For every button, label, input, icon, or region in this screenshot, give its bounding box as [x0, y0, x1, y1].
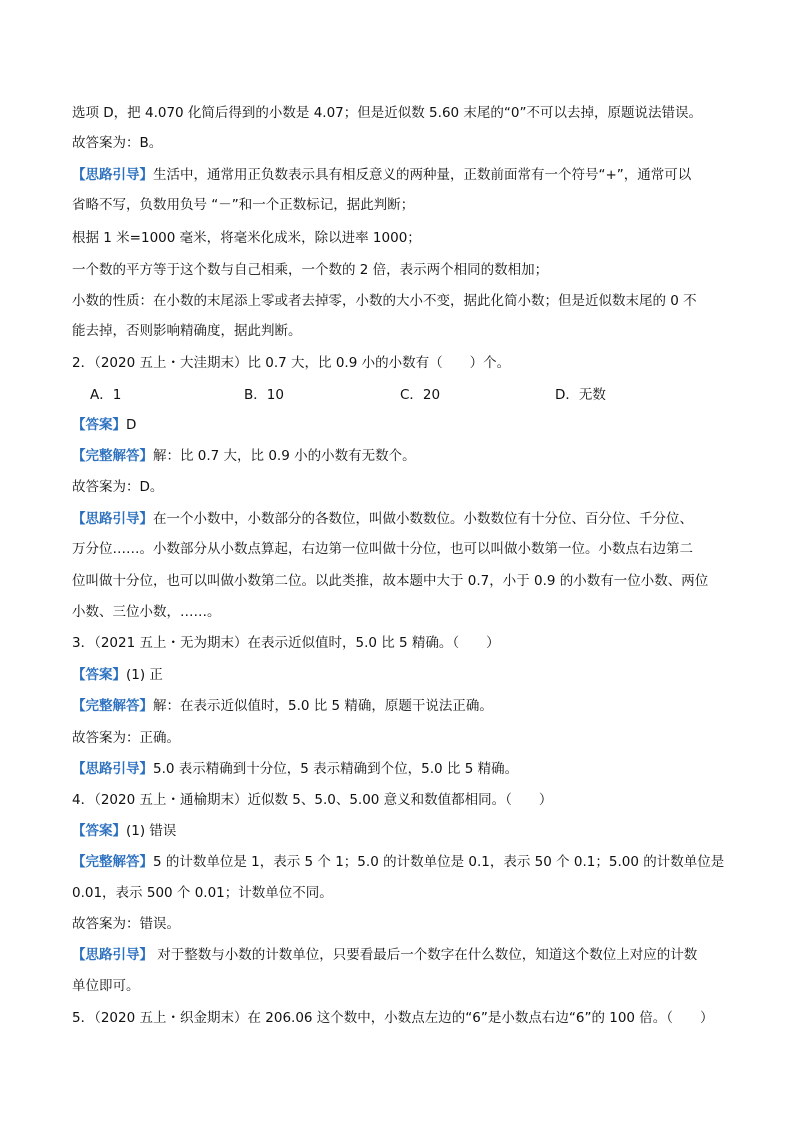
q4-hint-line-1: 【思路引导】 对于整数与小数的计数单位，只要看最后一个数字在什么数位，知道这个数位上对应的计数	[72, 947, 698, 963]
q1-hint-line-4: 一个数的平方等于这个数与自己相乘，一个数的 2 倍，表示两个相同的数相加；	[72, 262, 549, 278]
q5-stem: 5．（2020 五上・织金期末）在 206.06 这个数中，小数点左边的“6”是小数点右边“6”的 100 倍。（ ）	[72, 1010, 714, 1026]
q2-option-b: B．10	[244, 387, 284, 403]
q1-hint-line-2: 省略不写，负数用负号 “－”和一个正数标记，据此判断；	[72, 197, 415, 213]
hint-tag: 【思路引导】	[72, 167, 153, 183]
q1-conclusion: 故答案为：B。	[72, 135, 163, 151]
q2-solution: 【完整解答】解：比 0.7 大，比 0.9 小的小数有无数个。	[72, 448, 416, 464]
q1-hint-line-1: 【思路引导】生活中，通常用正负数表示具有相反意义的两种量，正数前面常有一个符号“+”，通常可以	[72, 167, 692, 183]
q2-conclusion: 故答案为：D。	[72, 479, 164, 495]
q3-stem: 3．（2021 五上・无为期末）在表示近似值时，5.0 比 5 精确。（ ）	[72, 635, 500, 651]
q2-option-c: C．20	[400, 387, 441, 403]
q1-hint-line-5: 小数的性质：在小数的末尾添上零或者去掉零，小数的大小不变，据此化简小数；但是近似数末尾的 0 不	[72, 293, 697, 309]
q4-stem: 4．（2020 五上・通榆期末）近似数 5、5.0、5.00 意义和数值都相同。（ ）	[72, 792, 553, 808]
q4-solution-line-2: 0.01，表示 500 个 0.01；计数单位不同。	[72, 885, 333, 901]
q2-hint-line-4: 小数、三位小数，……。	[72, 604, 221, 620]
q3-hint: 【思路引导】5.0 表示精确到十分位，5 表示精确到个位，5.0 比 5 精确。	[72, 761, 519, 777]
q2-hint-line-1: 【思路引导】在一个小数中，小数部分的各数位，叫做小数数位。小数数位有十分位、百分位、千分位、	[72, 511, 693, 527]
q1-hint-line-3: 根据 1 米=1000 毫米，将毫米化成米，除以进率 1000；	[72, 230, 421, 246]
q2-option-d: D．无数	[555, 387, 606, 403]
q4-conclusion: 故答案为：错误。	[72, 916, 180, 932]
q4-solution-line-1: 【完整解答】5 的计数单位是 1，表示 5 个 1；5.0 的计数单位是 0.1，表示 50 个 0.1；5.00 的计数单位是	[72, 854, 725, 870]
q2-hint-line-2: 万分位……。小数部分从小数点算起，右边第一位叫做十分位，也可以叫做小数第一位。小数点右边第二	[72, 541, 693, 557]
q4-answer: 【答案】(1) 错误	[72, 823, 177, 839]
q3-answer: 【答案】(1) 正	[72, 667, 163, 683]
q3-conclusion: 故答案为：正确。	[72, 730, 180, 746]
q4-hint-line-2: 单位即可。	[72, 978, 140, 994]
q2-option-a: A．1	[90, 387, 122, 403]
q2-hint-line-3: 位叫做十分位，也可以叫做小数第二位。以此类推，故本题中大于 0.7，小于 0.9 的小数有一位小数、两位	[72, 573, 709, 589]
q2-stem: 2．（2020 五上・大洼期末）比 0.7 大，比 0.9 小的小数有（ ）个。	[72, 355, 511, 371]
q3-solution: 【完整解答】解：在表示近似值时，5.0 比 5 精确，原题干说法正确。	[72, 698, 493, 714]
q2-answer: 【答案】D	[72, 417, 137, 433]
q1-option-d-text: 选项 D，把 4.070 化简后得到的小数是 4.07；但是近似数 5.60 末尾的“0”不可以去掉，原题说法错误。	[72, 105, 702, 121]
q1-hint-line-6: 能去掉，否则影响精确度，据此判断。	[72, 323, 302, 339]
